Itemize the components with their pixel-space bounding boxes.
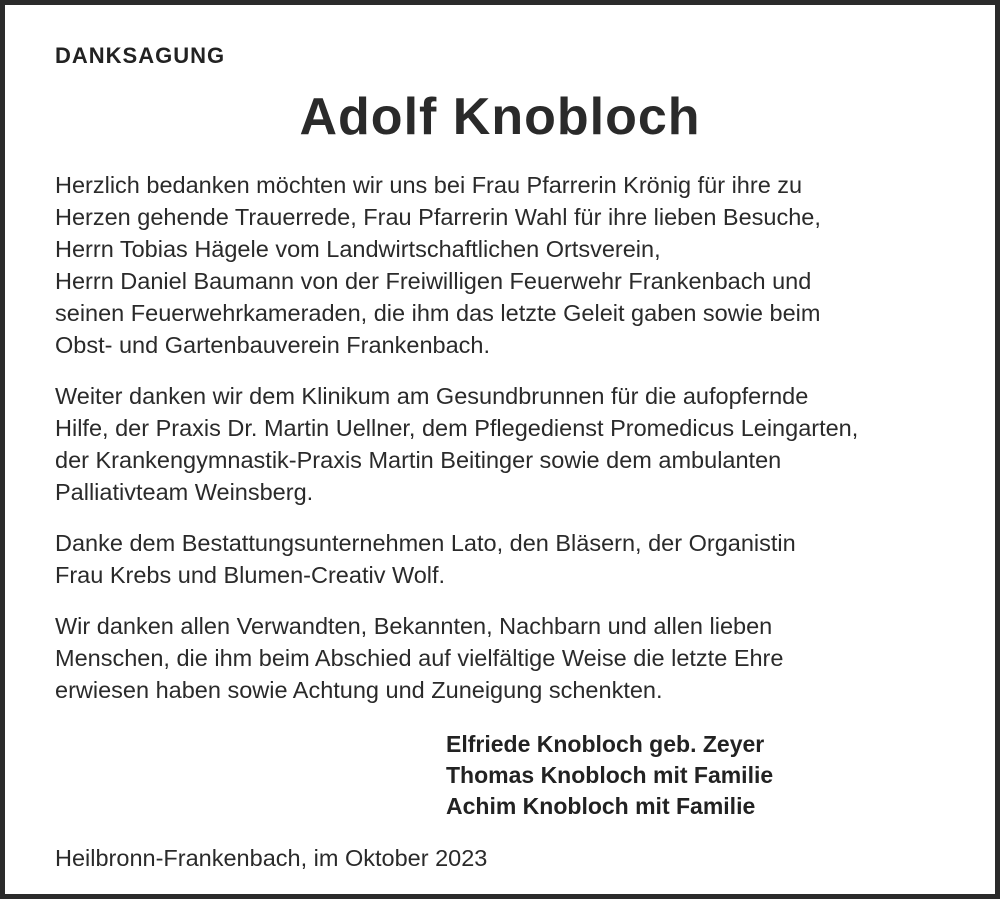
signature-line: Achim Knobloch mit Familie bbox=[446, 793, 756, 819]
text-line: Frau Krebs und Blumen-Creativ Wolf. bbox=[55, 562, 446, 588]
text-line: Danke dem Bestattungsunternehmen Lato, den Bläsern, der Organistin bbox=[55, 530, 796, 556]
text-line: seinen Feuerwehrkameraden, die ihm das letzte Geleit gaben sowie beim bbox=[55, 300, 821, 326]
text-line: Herrn Daniel Baumann von der Freiwilligen Feuerwehr Frankenbach und bbox=[55, 268, 812, 294]
signature-line: Thomas Knobloch mit Familie bbox=[446, 762, 774, 788]
thanks-paragraph-relatives bbox=[55, 610, 975, 706]
notice-label: DANKSAGUNG bbox=[55, 43, 226, 68]
notice-body bbox=[55, 169, 975, 725]
text-line: Weiter danken wir dem Klinikum am Gesundbrunnen für die aufopfernde bbox=[55, 383, 809, 409]
text-line: Hilfe, der Praxis Dr. Martin Uellner, dem Pflegedienst Promedicus Leingarten, bbox=[55, 415, 859, 441]
text-line: Obst- und Gartenbauverein Frankenbach. bbox=[55, 332, 491, 358]
deceased-name: Adolf Knobloch bbox=[299, 88, 701, 146]
text-line: Wir danken allen Verwandten, Bekannten, Nachbarn und allen lieben bbox=[55, 613, 773, 639]
signature-line: Elfriede Knobloch geb. Zeyer bbox=[446, 731, 765, 757]
text-line: erwiesen haben sowie Achtung und Zuneigung schenkten. bbox=[55, 677, 663, 703]
thanks-paragraph-funeral bbox=[55, 527, 975, 591]
text-line: Menschen, die ihm beim Abschied auf vielfältige Weise die letzte Ehre bbox=[55, 645, 784, 671]
text-line: Palliativteam Weinsberg. bbox=[55, 479, 314, 505]
text-line: Herzen gehende Trauerrede, Frau Pfarrerin Wahl für ihre lieben Besuche, bbox=[55, 204, 821, 230]
text-line: der Krankengymnastik-Praxis Martin Beitinger sowie dem ambulanten bbox=[55, 447, 782, 473]
place-date: Heilbronn-Frankenbach, im Oktober 2023 bbox=[55, 845, 488, 871]
signatures bbox=[446, 729, 773, 822]
text-line: Herrn Tobias Hägele vom Landwirtschaftlichen Ortsverein, bbox=[55, 236, 661, 262]
thanks-paragraph-medical bbox=[55, 380, 975, 508]
text-line: Herzlich bedanken möchten wir uns bei Frau Pfarrerin Krönig für ihre zu bbox=[55, 172, 803, 198]
thanks-paragraph-clergy bbox=[55, 169, 975, 361]
